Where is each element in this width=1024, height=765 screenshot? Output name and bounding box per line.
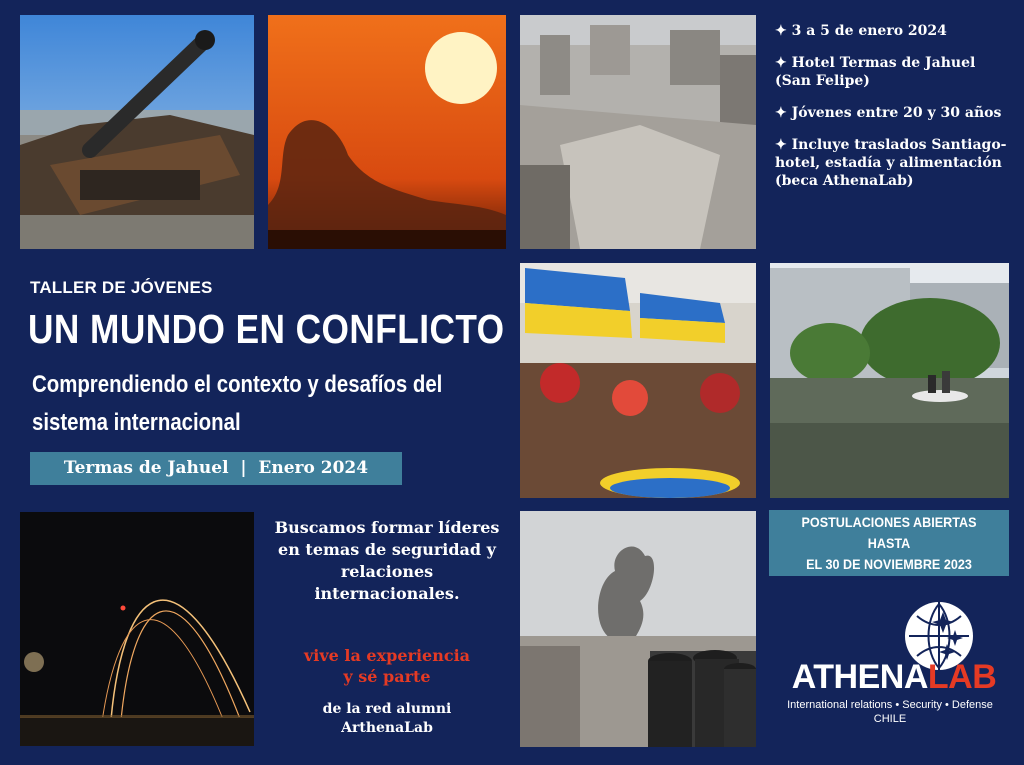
alumni-line-1: de la red alumni [322, 701, 452, 717]
alumni-line-2: ArthenaLab [341, 720, 433, 736]
logo-tagline [785, 698, 995, 726]
logo-country: CHILE [873, 713, 907, 725]
logo-name-part-2: LAB [927, 658, 997, 696]
pitch-text: Buscamos formar líderes en temas de seguridad y relaciones internacionales. [274, 518, 500, 603]
event-details-list [775, 22, 1015, 204]
logo-tagline-text: International relations • Security • Defense [787, 699, 993, 711]
logo-name-part-1: ATHENA [791, 658, 928, 696]
deadline-line-1: POSTULACIONES ABIERTAS HASTA [801, 513, 977, 551]
cta-line-2: y sé parte [343, 667, 431, 686]
applications-deadline-banner [769, 510, 1009, 576]
photo-night-missiles [20, 512, 254, 746]
place-date-banner: Termas de Jahuel | Enero 2024 [30, 452, 402, 485]
detail-age-range: ✦ Jóvenes entre 20 y 30 años [775, 105, 1002, 121]
photo-destroyed-tank [20, 15, 254, 249]
alumni-text [268, 700, 506, 738]
deadline-line-2: EL 30 DE NOVIEMBRE 2023 [806, 555, 972, 572]
athenalab-logo-text [789, 658, 999, 697]
page-title: UN MUNDO EN CONFLICTO [28, 306, 505, 352]
detail-venue: ✦ Hotel Termas de Jahuel (San Felipe) [775, 55, 976, 89]
photo-sunset-smoke [268, 15, 506, 249]
detail-includes: ✦ Incluye traslados Santiago-hotel, estadía y alimentación (beca AthenaLab) [775, 137, 1007, 189]
page-subtitle: Comprendiendo el contexto y desafíos del sistema internacional [32, 371, 443, 436]
photo-destroyed-buildings [520, 15, 756, 249]
detail-dates: ✦ 3 a 5 de enero 2024 [775, 23, 947, 39]
cta-text [268, 645, 506, 687]
cta-line-1: vive la experiencia [303, 646, 471, 665]
photo-flags-cemetery [520, 263, 756, 498]
photo-explosion-smoke-city [520, 511, 756, 747]
photo-flooded-street [770, 263, 1009, 498]
workshop-kicker: TALLER DE JÓVENES [30, 278, 213, 297]
